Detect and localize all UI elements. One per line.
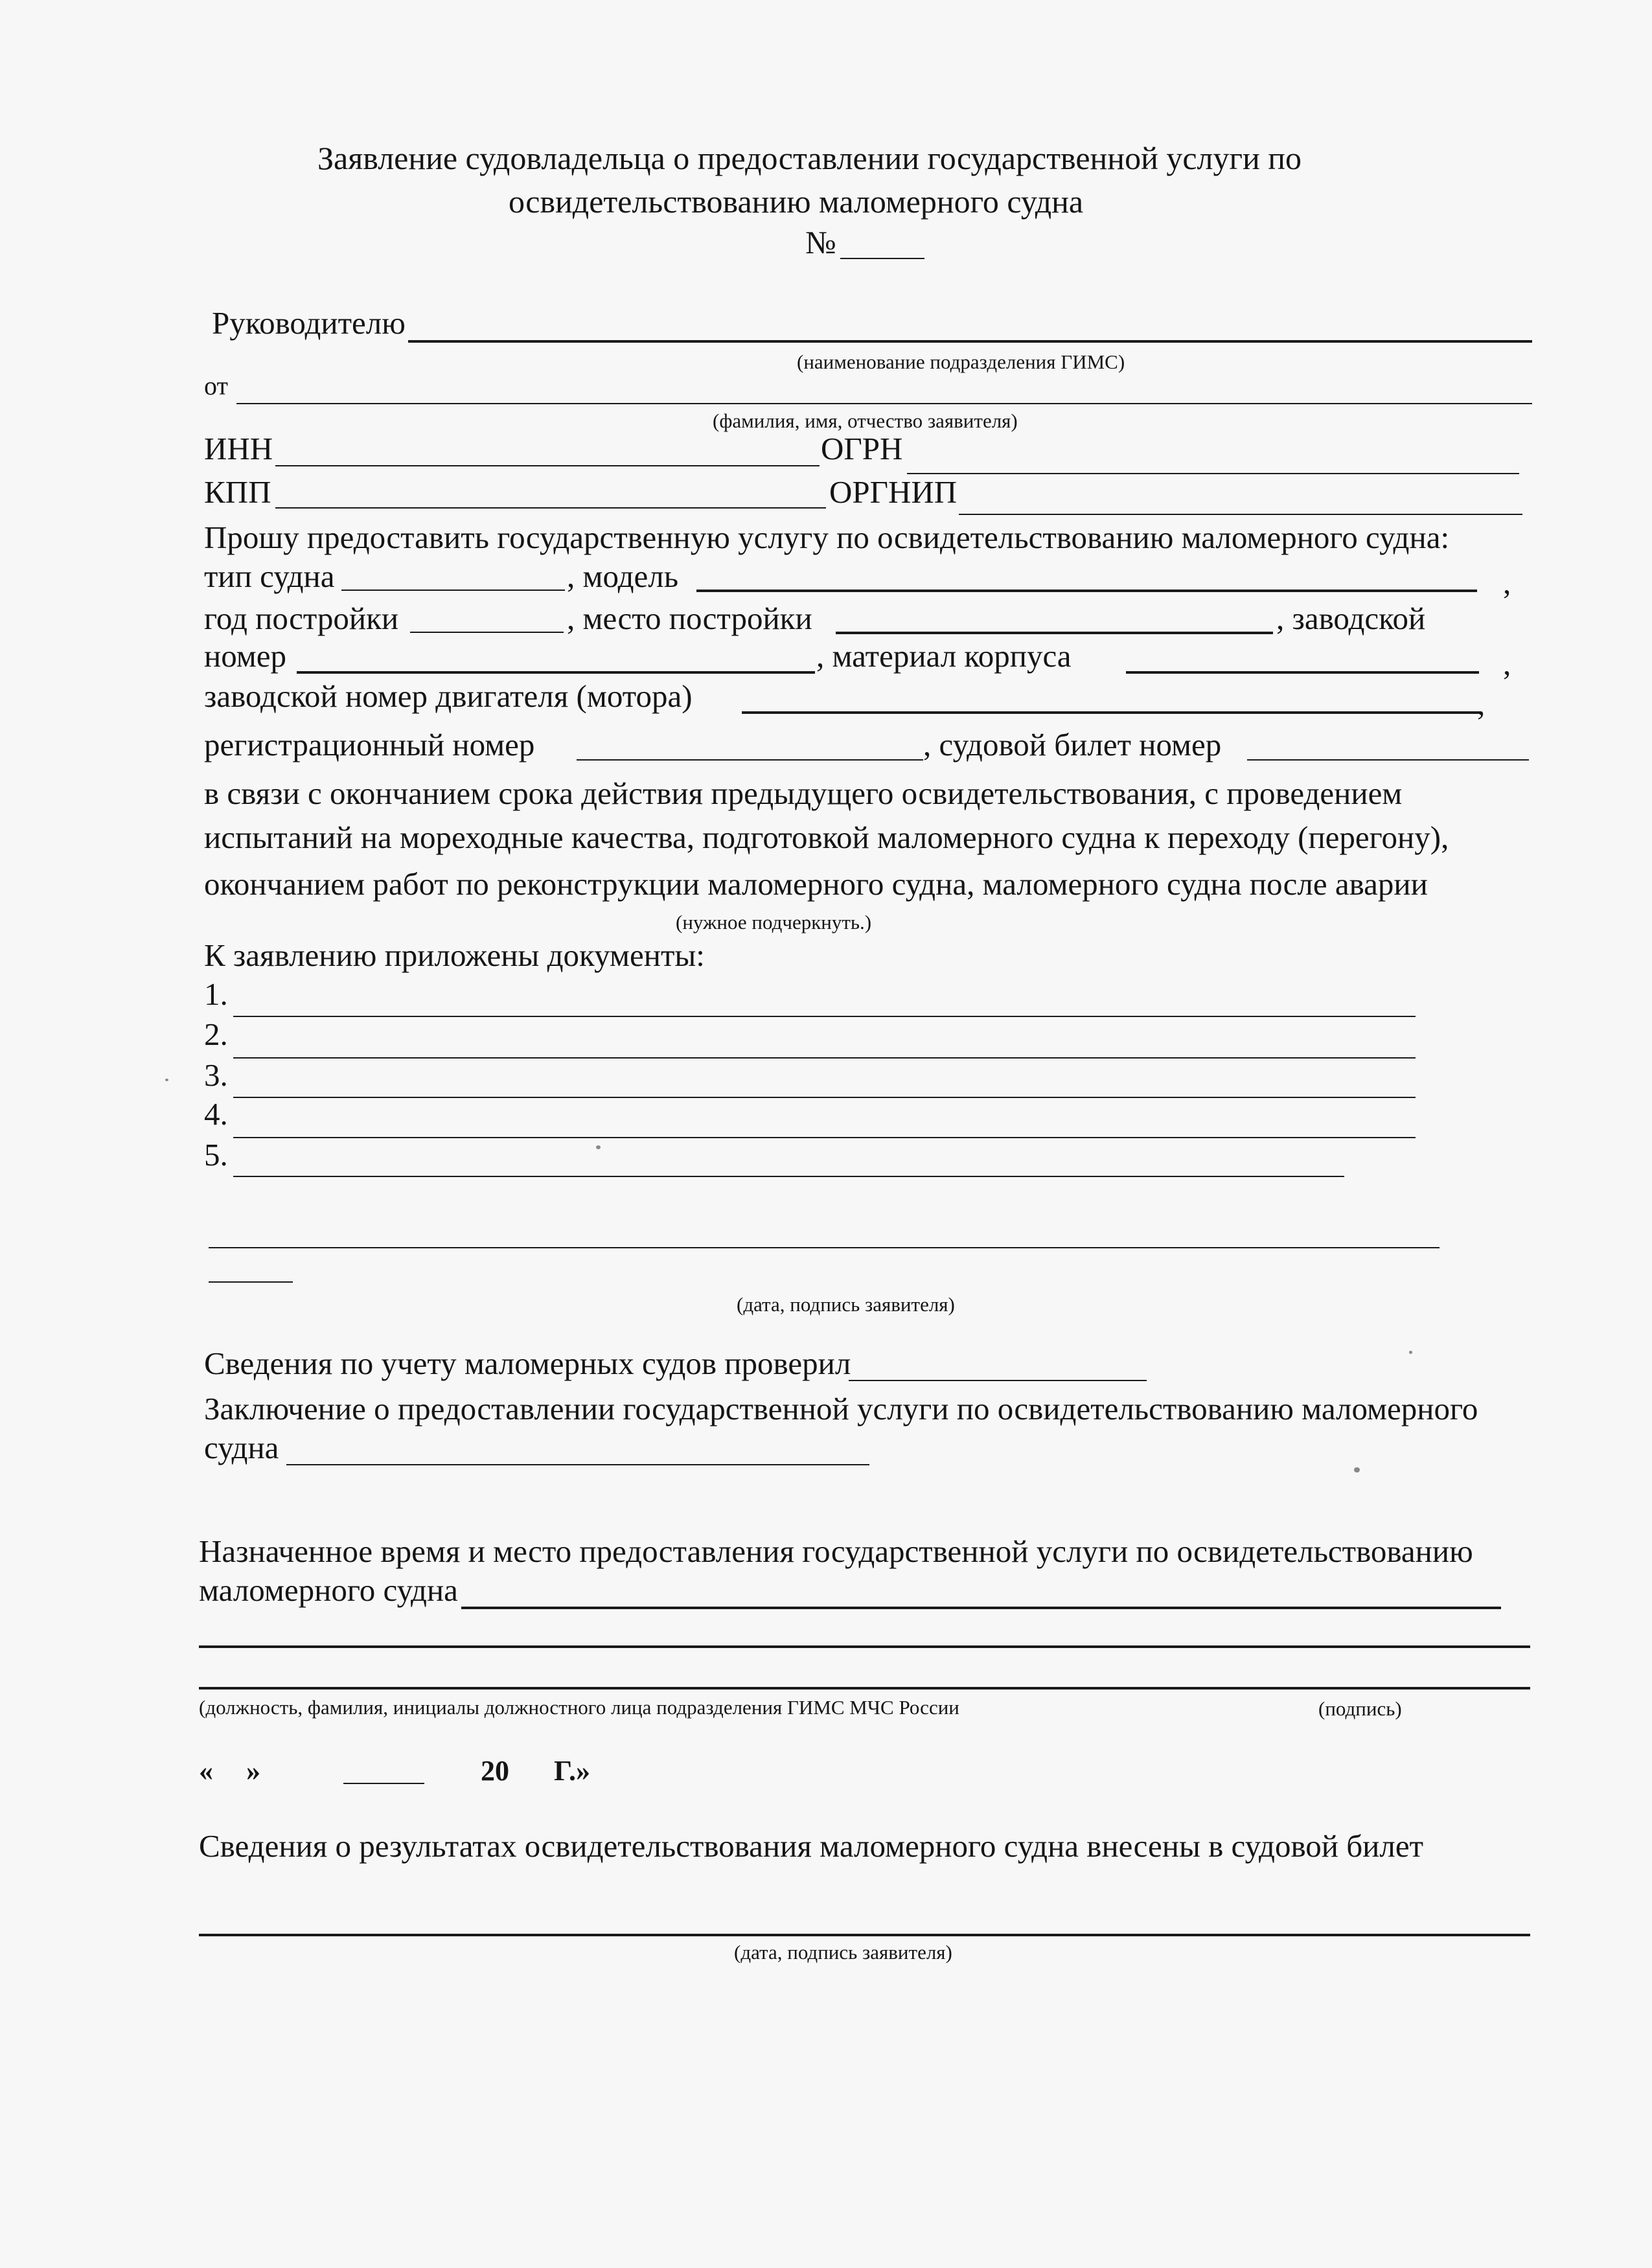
factory-number-field[interactable] (297, 671, 815, 674)
attachment-field-3[interactable] (233, 1097, 1416, 1098)
ticket-number-label: , судовой билет номер (923, 727, 1222, 762)
applicant-signature-caption: (дата, подпись заявителя) (737, 1293, 955, 1316)
attachment-item: 3. (204, 1057, 228, 1093)
engine-comma: , (1477, 686, 1486, 722)
build-year-label: год постройки (204, 601, 399, 636)
scan-speck (165, 1079, 168, 1081)
appointment-line1: Назначенное время и место предоставления государственной услуги по освидетельствованию (199, 1533, 1473, 1569)
factory-label: , заводской (1276, 601, 1426, 636)
form-title-line2: освидетельствованию маломерного судна (509, 183, 1084, 220)
engine-serial-field[interactable] (742, 711, 1480, 714)
attachments-title: К заявлению приложены документы: (204, 937, 705, 973)
reg-number-field[interactable] (577, 759, 923, 761)
reason-line1: в связи с окончанием срока действия предыдущего освидетельствования, с проведением (204, 775, 1403, 811)
appointment-line2: маломерного судна (199, 1572, 458, 1608)
ogrn-label: ОГРН (821, 431, 903, 466)
inn-field[interactable] (275, 465, 820, 466)
kpp-label: КПП (204, 474, 271, 510)
head-label: Руководителю (212, 305, 406, 341)
hull-comma: , (1503, 646, 1511, 682)
applicant-signature-field[interactable] (209, 1247, 1440, 1248)
appointment-field-1[interactable] (461, 1607, 1501, 1609)
request-intro: Прошу предоставить государственную услугу по освидетельствованию маломерного судна: (204, 520, 1450, 555)
form-number-field[interactable] (840, 258, 924, 259)
results-text: Сведения о результатах освидетельствования маломерного судна внесены в судовой билет (199, 1828, 1423, 1864)
hull-material-field[interactable] (1126, 671, 1479, 674)
from-field[interactable] (236, 403, 1532, 404)
attachment-field-4[interactable] (233, 1137, 1416, 1138)
from-label: от (204, 371, 228, 400)
official-signature-caption: (подпись) (1318, 1697, 1402, 1720)
reason-line2: испытаний на мореходные качества, подготовкой маломерного судна к переходу (перегону), (204, 819, 1449, 855)
conclusion-line2: судна (204, 1430, 279, 1465)
vessel-type-field[interactable] (341, 590, 565, 591)
attachment-item: 2. (204, 1016, 228, 1052)
date-month-field[interactable] (343, 1783, 424, 1784)
attachment-item: 5. (204, 1137, 228, 1173)
scan-speck (596, 1145, 601, 1149)
vessel-type-label: тип судна (204, 558, 335, 594)
date-year-suffix: Г.» (554, 1755, 591, 1787)
results-caption: (дата, подпись заявителя) (734, 1941, 952, 1964)
checked-label: Сведения по учету маломерных судов проверил (204, 1346, 851, 1381)
date-century: 20 (481, 1755, 509, 1787)
inn-label: ИНН (204, 431, 273, 466)
underline-note: (нужное подчеркнуть.) (676, 911, 872, 934)
date-close-quote: » (246, 1755, 260, 1787)
from-caption: (фамилия, имя, отчество заявителя) (713, 409, 1018, 432)
attachment-item: 1. (204, 976, 228, 1012)
model-label: , модель (567, 558, 679, 594)
attachment-field-1[interactable] (233, 1016, 1416, 1017)
head-caption: (наименование подразделения ГИМС) (797, 350, 1125, 373)
scan-speck (1409, 1351, 1412, 1354)
reason-line3: окончанием работ по реконструкции маломерного судна, маломерного судна после аварии (204, 866, 1428, 902)
scan-speck (1354, 1467, 1360, 1472)
form-number-sign: № (805, 224, 836, 260)
model-field[interactable] (696, 590, 1477, 592)
conclusion-field[interactable] (286, 1464, 869, 1465)
checked-field[interactable] (849, 1380, 1147, 1381)
conclusion-line1: Заключение о предоставлении государственной услуги по освидетельствованию маломерного (204, 1391, 1478, 1426)
ogrn-field[interactable] (907, 473, 1519, 474)
build-place-field[interactable] (836, 632, 1273, 634)
ticket-number-field[interactable] (1247, 759, 1529, 761)
number-label: номер (204, 638, 287, 674)
build-year-field[interactable] (410, 632, 564, 633)
official-caption: (должность, фамилия, инициалы должностного лица подразделения ГИМС МЧС России (199, 1696, 959, 1719)
form-title-line1: Заявление судовладельца о предоставлении государственной услуги по (317, 140, 1302, 176)
ogrnip-field[interactable] (959, 514, 1522, 515)
attachment-field-2[interactable] (233, 1057, 1416, 1059)
applicant-signature-field-short[interactable] (209, 1281, 293, 1283)
head-field[interactable] (408, 340, 1532, 343)
hull-material-label: , материал корпуса (816, 638, 1072, 674)
date-open-quote: « (199, 1755, 213, 1787)
build-place-label: , место постройки (567, 601, 812, 636)
attachment-item: 4. (204, 1096, 228, 1132)
engine-serial-label: заводской номер двигателя (мотора) (204, 678, 693, 714)
appointment-field-3[interactable] (199, 1687, 1530, 1690)
attachment-field-5[interactable] (233, 1176, 1344, 1177)
results-signature-field[interactable] (199, 1934, 1530, 1936)
model-comma: , (1503, 565, 1511, 601)
reg-number-label: регистрационный номер (204, 727, 535, 762)
kpp-field[interactable] (275, 507, 826, 509)
ogrnip-label: ОРГНИП (829, 474, 958, 510)
appointment-field-2[interactable] (199, 1645, 1530, 1648)
